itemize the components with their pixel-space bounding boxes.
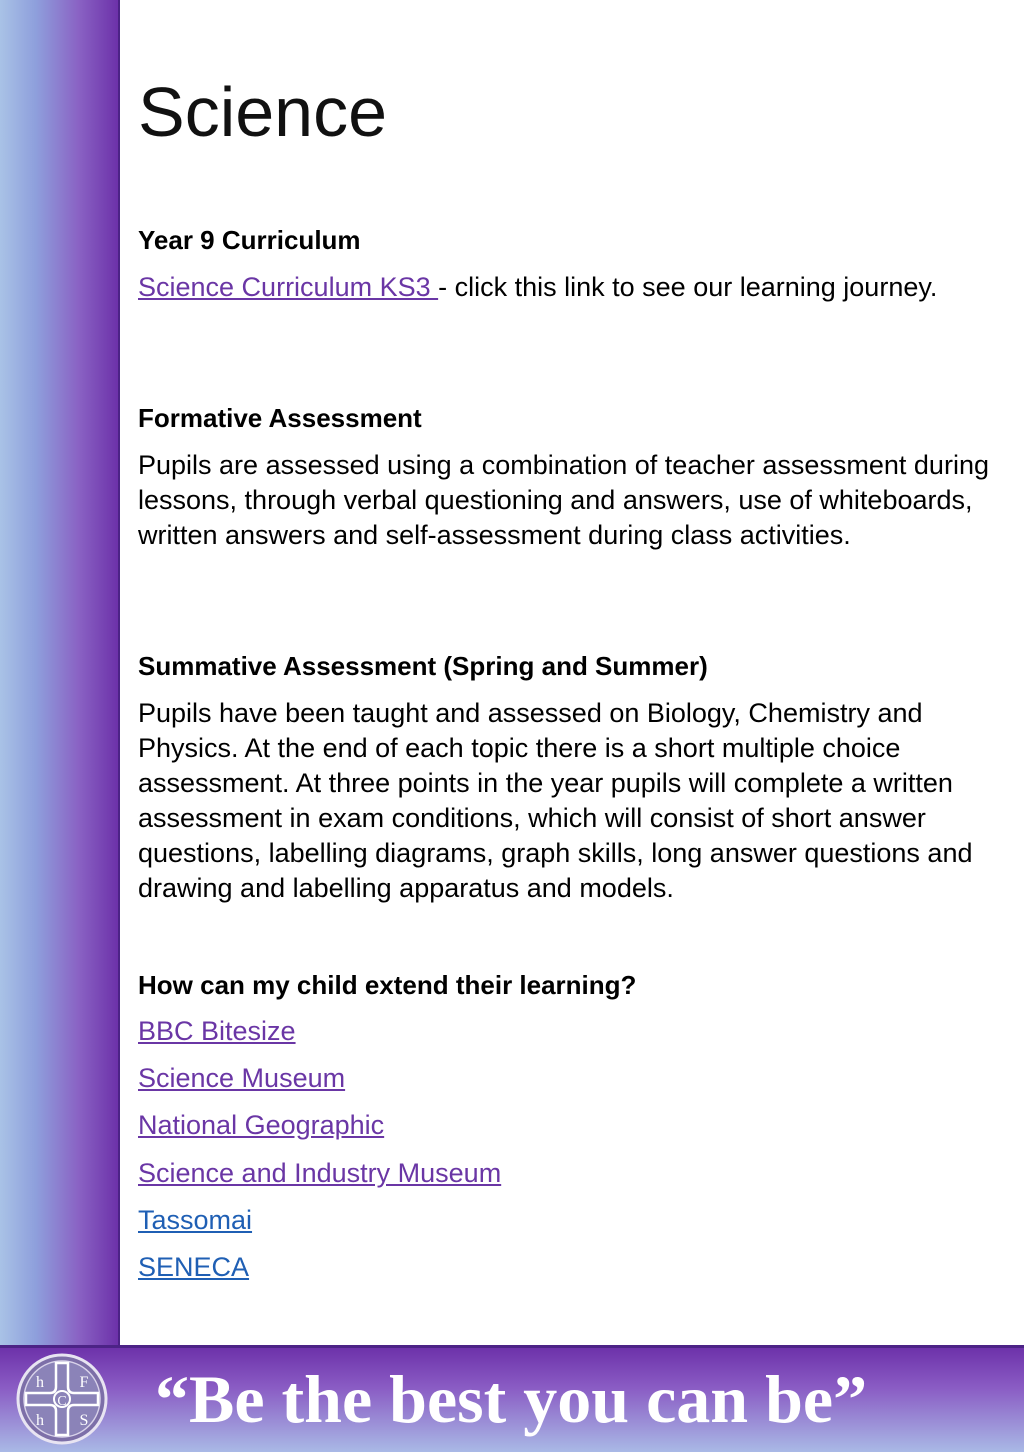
curriculum-paragraph xyxy=(138,270,998,305)
link-item xyxy=(138,1156,501,1191)
footer-banner xyxy=(0,1345,1024,1452)
bbc-bitesize-link[interactable]: BBC Bitesize xyxy=(138,1016,296,1046)
school-motto: “Be the best you can be” xyxy=(155,1361,868,1437)
national-geographic-link[interactable]: National Geographic xyxy=(138,1110,385,1140)
science-curriculum-ks3-link[interactable]: Science Curriculum KS3 xyxy=(138,272,439,302)
summative-assessment-heading: Summative Assessment (Spring and Summer) xyxy=(138,651,708,681)
extend-learning-heading: How can my child extend their learning? xyxy=(138,970,637,1000)
summative-assessment-text: Pupils have been taught and assessed on Biology, Chemistry and Physics. At the end of each topic there is a short multiple choice assessment. At three points in the year pupils will complete a written assessment in exam conditions, which will consist of short answer questions, labelling diagrams, graph skills, long answer questions and drawing and labelling apparatus and models. xyxy=(138,698,973,903)
link-item xyxy=(138,1108,384,1143)
crest-letter: F xyxy=(79,1374,89,1391)
science-and-industry-museum-link[interactable]: Science and Industry Museum xyxy=(138,1158,502,1188)
link-item xyxy=(138,1061,345,1096)
school-crest-icon xyxy=(16,1353,108,1445)
formative-assessment-text: Pupils are assessed using a combination of teacher assessment during lessons, through verbal questioning and answers, use of whiteboards, written answers and self-assessment during class activities. xyxy=(138,450,989,550)
formative-assessment-heading: Formative Assessment xyxy=(138,403,422,433)
crest-letter: h xyxy=(36,1412,44,1429)
crest-letter: S xyxy=(79,1412,89,1429)
link-item xyxy=(138,1014,296,1049)
curriculum-heading: Year 9 Curriculum xyxy=(138,225,361,255)
curriculum-link-description: - click this link to see our learning journey. xyxy=(438,272,938,302)
tassomai-link[interactable]: Tassomai xyxy=(138,1205,253,1235)
crest-letter: h xyxy=(36,1374,44,1391)
page-title: Science xyxy=(138,73,388,151)
left-decorative-bar xyxy=(0,0,120,1345)
link-item xyxy=(138,1250,249,1285)
crest-letter: C xyxy=(57,1394,67,1409)
seneca-link[interactable]: SENECA xyxy=(138,1252,250,1282)
link-item xyxy=(138,1203,252,1238)
science-museum-link[interactable]: Science Museum xyxy=(138,1063,346,1093)
